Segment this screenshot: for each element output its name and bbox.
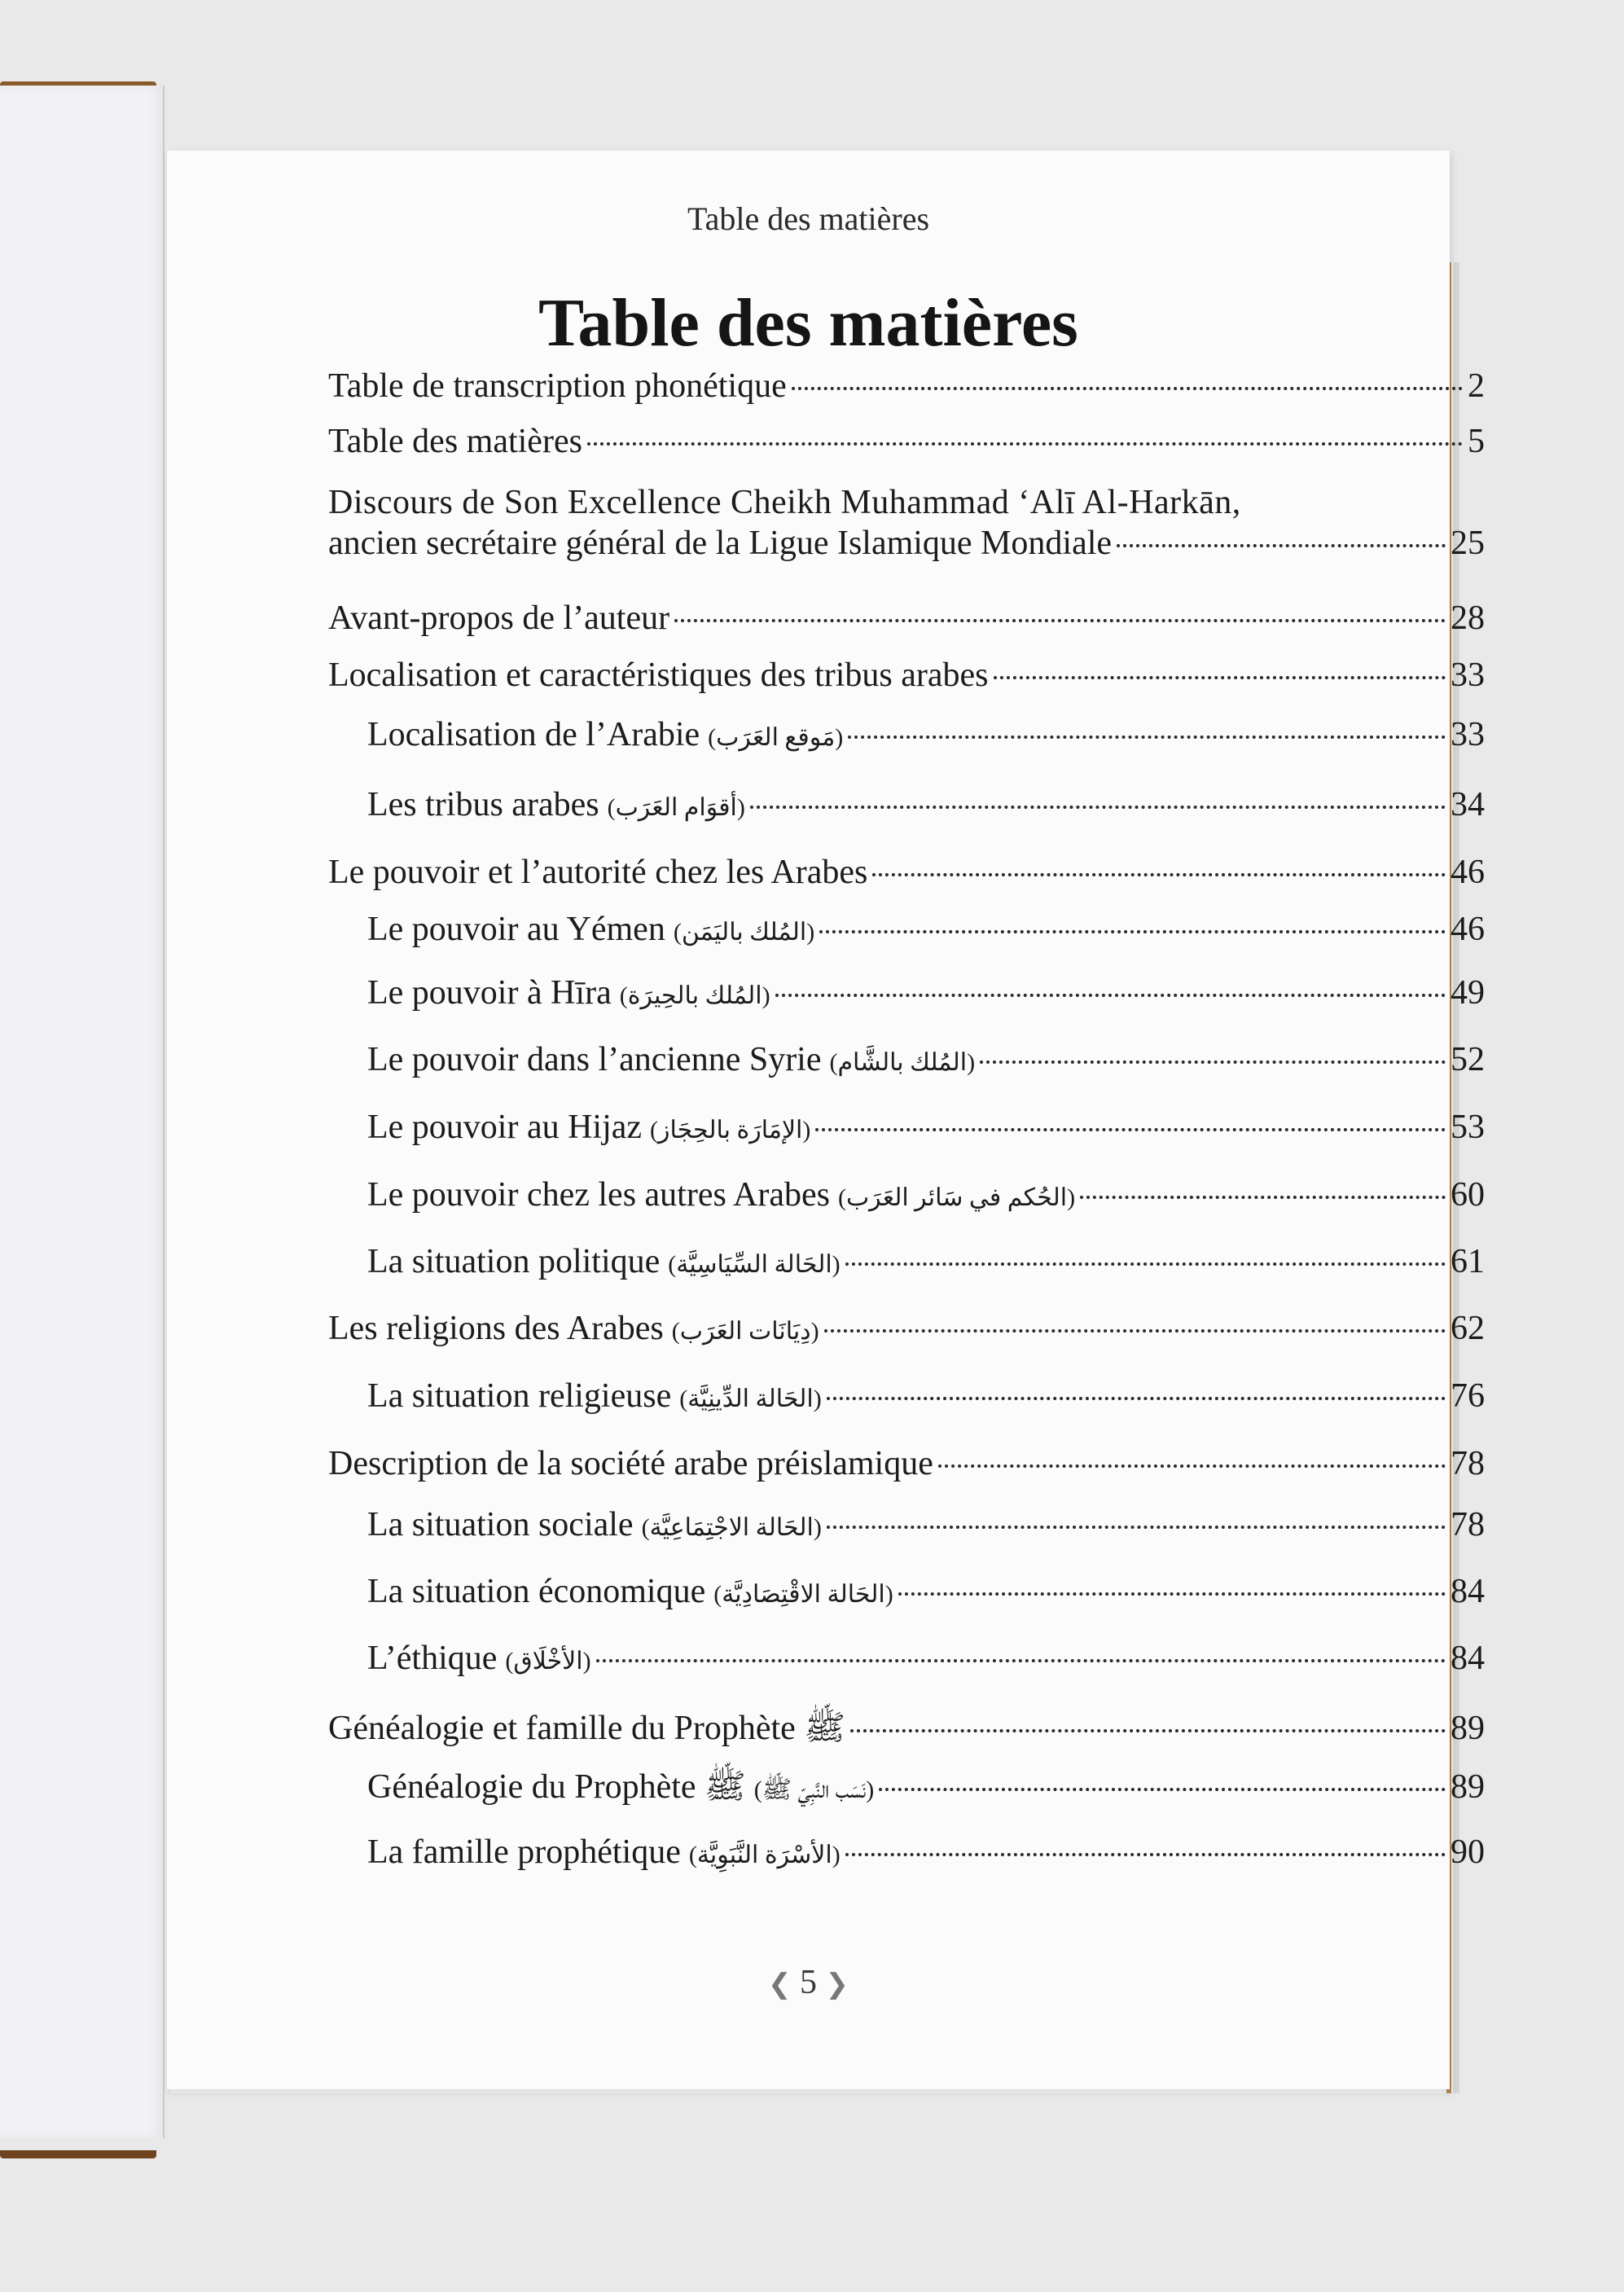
- dot-leader: [845, 1262, 1446, 1266]
- toc-entry-page: 46: [1451, 911, 1485, 948]
- toc-subentry: [367, 1833, 1485, 1881]
- toc-entry-title: La famille prophétique: [367, 1833, 681, 1871]
- dot-leader: [872, 873, 1446, 876]
- toc-entry-title-continued: ancien secrétaire général de la Ligue Islamique Mondiale: [328, 525, 1113, 562]
- dot-leader: [792, 387, 1463, 390]
- page-number: [167, 1963, 1450, 2002]
- toc-entry-title: Description de la société arabe préislamique: [328, 1445, 933, 1482]
- toc-entry-arabic: (نَسَب النَّبِيّ ﷺ): [753, 1776, 875, 1803]
- toc-entry-title: Localisation de l’Arabie: [367, 716, 700, 753]
- dot-leader: [938, 1464, 1446, 1468]
- toc-entry-arabic: (أقوَام العَرَب): [607, 794, 745, 821]
- toc-entry-page: 78: [1451, 1506, 1485, 1543]
- toc-entry-arabic: (دِيَانَات العَرَب): [671, 1318, 819, 1345]
- page-number-value: 5: [800, 1964, 817, 2001]
- toc-entry-page: 49: [1451, 974, 1485, 1012]
- toc-entry: [328, 367, 1485, 415]
- toc-entry-title: Le pouvoir au Hijaz: [367, 1109, 643, 1146]
- book-cover: [0, 86, 165, 2138]
- toc-entry-page: 46: [1451, 854, 1485, 891]
- toc-entry: [328, 483, 1485, 563]
- toc-entry-title: La situation religieuse: [367, 1377, 672, 1415]
- toc-subentry: [367, 910, 1485, 959]
- toc-entry-arabic: (المُلك بالحِيرَة): [619, 982, 770, 1009]
- toc-entry-title: Les tribus arabes: [367, 786, 599, 823]
- toc-entry-title: Le pouvoir chez les autres Arabes: [367, 1176, 830, 1214]
- toc-entry-title: La situation sociale: [367, 1506, 634, 1543]
- folio-right-ornament-icon: ❯: [825, 1969, 849, 2000]
- toc-entry-page: 34: [1451, 786, 1485, 823]
- dot-leader: [980, 1060, 1446, 1064]
- toc-entry: [328, 422, 1485, 471]
- toc-entry-title: La situation politique: [367, 1243, 661, 1280]
- dot-leader: [848, 735, 1446, 739]
- toc-entry-page: 28: [1451, 599, 1485, 637]
- toc-subentry: [367, 1765, 1485, 1814]
- dot-leader: [674, 619, 1446, 622]
- toc-entry-title: Le pouvoir à Hīra: [367, 974, 612, 1012]
- toc-entry-title: Discours de Son Excellence Cheikh Muhammad ‘Alī Al-Harkān,: [328, 484, 1241, 521]
- toc-entry-arabic: (الإمَارَة بالحِجَاز): [650, 1117, 811, 1144]
- toc-entry-page: 5: [1468, 423, 1485, 460]
- book-page: [167, 151, 1485, 2089]
- dot-leader: [1080, 1196, 1446, 1199]
- toc-entry: [328, 853, 1485, 902]
- toc-entry-arabic: (المُلك بالشَّام): [829, 1049, 976, 1076]
- toc-entry-title: Localisation et caractéristiques des tribus arabes: [328, 656, 989, 694]
- toc-entry-arabic: (الحَالة السِّيَاسِيَّة): [668, 1251, 841, 1278]
- dot-leader: [596, 1659, 1446, 1662]
- dot-leader: [819, 930, 1446, 933]
- toc-entry-title: Généalogie du Prophète ﷺ: [367, 1768, 746, 1806]
- toc-entry-title: Avant-propos de l’auteur: [328, 599, 670, 637]
- toc-entry-page: 33: [1451, 716, 1485, 753]
- toc-entry-arabic: (الحَالة الاقْتِصَادِيَّة): [713, 1581, 893, 1608]
- toc-entry-arabic: (الأخْلَاق): [505, 1648, 591, 1675]
- dot-leader: [824, 1329, 1446, 1333]
- toc-entry-arabic: (الحَالة الدِّينِيَّة): [679, 1385, 822, 1412]
- toc-entry-title: Le pouvoir et l’autorité chez les Arabes: [328, 854, 868, 891]
- dot-leader: [750, 806, 1446, 809]
- toc-entry-page: 62: [1451, 1310, 1485, 1347]
- dot-leader: [845, 1853, 1446, 1856]
- toc-entry-title: Table de transcription phonétique: [328, 367, 787, 405]
- dot-leader: [898, 1592, 1446, 1596]
- toc-entry-title: Le pouvoir dans l’ancienne Syrie: [367, 1041, 822, 1078]
- dot-leader: [879, 1788, 1446, 1791]
- toc-entry-page: 89: [1451, 1710, 1485, 1747]
- toc-entry-page: 52: [1451, 1041, 1485, 1078]
- toc-subentry: [367, 1505, 1485, 1554]
- page-title: Table des matières: [538, 285, 1078, 361]
- toc-subentry: [367, 785, 1485, 834]
- toc-subentry: [367, 1639, 1485, 1688]
- dot-leader: [815, 1128, 1446, 1131]
- dot-leader: [775, 994, 1446, 997]
- dot-leader: [1117, 544, 1446, 547]
- toc-entry-page: 84: [1451, 1573, 1485, 1610]
- toc-entry: [328, 656, 1485, 705]
- toc-entry-page: 78: [1451, 1445, 1485, 1482]
- toc-entry-page: 84: [1451, 1640, 1485, 1677]
- toc-entry-page: 33: [1451, 656, 1485, 694]
- toc-entry-page: 61: [1451, 1243, 1485, 1280]
- toc-subentry: [367, 1108, 1485, 1157]
- toc-entry-page: 25: [1451, 525, 1485, 562]
- toc-entry-arabic: (المُلك باليَمَن): [673, 919, 815, 946]
- toc-entry-title: La situation économique: [367, 1573, 706, 1610]
- toc-entry-page: 89: [1451, 1768, 1485, 1806]
- running-head: Table des matières: [687, 200, 930, 237]
- toc-entry: [328, 1706, 1485, 1755]
- toc-entry-title: Les religions des Arabes: [328, 1310, 664, 1347]
- toc-subentry: [367, 973, 1485, 1022]
- toc-entry: [328, 599, 1485, 648]
- dot-leader: [587, 442, 1463, 446]
- toc-entry-arabic: (الحُكم في سَائر العَرَب): [837, 1184, 1076, 1211]
- toc-entry-title: Généalogie et famille du Prophète ﷺ: [328, 1710, 846, 1747]
- toc-entry-title: Table des matières: [328, 423, 582, 460]
- toc-subentry: [367, 1377, 1485, 1425]
- toc-entry-page: 76: [1451, 1377, 1485, 1415]
- toc-subentry: [367, 1175, 1485, 1224]
- toc-entry-arabic: (الحَالة الاجْتِمَاعِيَّة): [641, 1514, 822, 1541]
- toc-entry-title: Le pouvoir au Yémen: [367, 911, 665, 948]
- dot-leader: [850, 1729, 1446, 1732]
- dot-leader: [827, 1397, 1446, 1400]
- folio-left-ornament-icon: ❮: [768, 1969, 792, 2000]
- toc-subentry: [367, 1040, 1485, 1089]
- toc-subentry: [367, 1242, 1485, 1291]
- toc-entry-page: 53: [1451, 1109, 1485, 1146]
- toc-entry-arabic: (مَوقع العَرَب): [708, 724, 844, 751]
- toc-entry: [328, 1444, 1485, 1493]
- toc-subentry: [367, 715, 1485, 764]
- dot-leader: [827, 1526, 1446, 1529]
- toc-entry-arabic: (الأسْرَة النَّبَوِيَّة): [688, 1842, 841, 1868]
- toc-entry-page: 60: [1451, 1176, 1485, 1214]
- toc-entry-page: 2: [1468, 367, 1485, 405]
- dot-leader: [994, 676, 1446, 679]
- toc-entry-title: L’éthique: [367, 1640, 498, 1677]
- toc-entry-page: 90: [1451, 1833, 1485, 1871]
- toc-entry: [328, 1309, 1485, 1358]
- toc-subentry: [367, 1572, 1485, 1621]
